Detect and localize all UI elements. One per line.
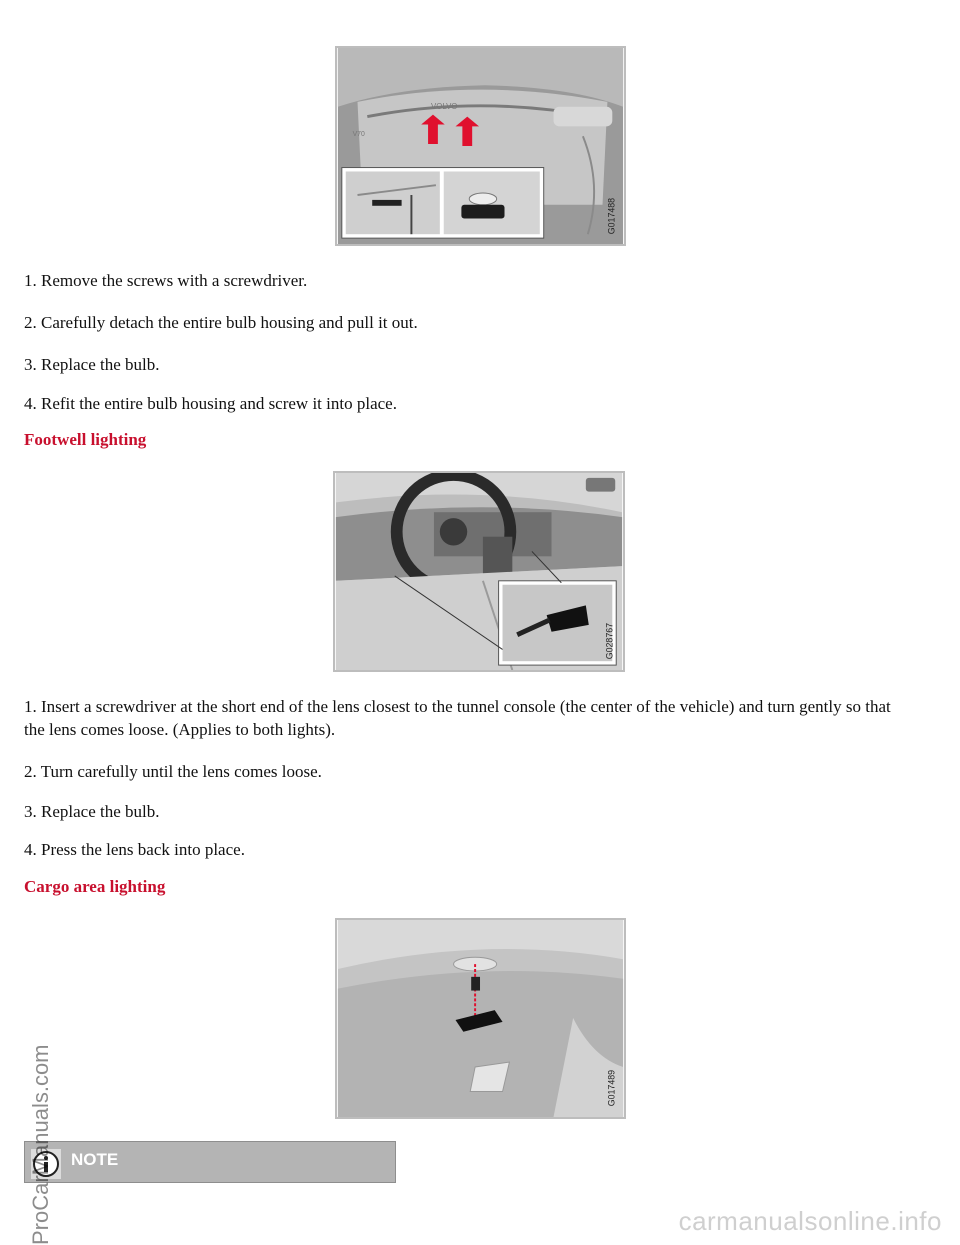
step-text: 1. Insert a screwdriver at the short end of the lens closest to the tunnel console (the center of the vehicle) and turn gently so that the lens comes loose. (Applies to both lights). (24, 697, 891, 739)
figure-code: G017488 (606, 197, 617, 235)
figure-code: G017489 (606, 1069, 617, 1107)
note-box (24, 1141, 396, 1183)
bottom-watermark: carmanualsonline.info (678, 1206, 942, 1236)
tailgate-figure (335, 46, 626, 246)
svg-text:VOLVO: VOLVO (431, 101, 458, 111)
step-text: 4. Press the lens back into place. (24, 840, 245, 859)
step-text: 1. Remove the screws with a screwdriver. (24, 271, 308, 290)
figure-code: G028767 (604, 622, 615, 660)
section-heading-footwell: Footwell lighting (24, 430, 147, 449)
side-watermark: ProCarManuals.com (28, 1044, 53, 1245)
svg-text:V70: V70 (352, 131, 365, 139)
cargo-figure (335, 918, 626, 1119)
step-text: 2. Carefully detach the entire bulb housing and pull it out. (24, 313, 418, 332)
step-text: 3. Replace the bulb. (24, 355, 160, 374)
step-text: 2. Turn carefully until the lens comes loose. (24, 762, 322, 781)
step-text: 3. Replace the bulb. (24, 802, 160, 821)
cargo-illustration (337, 920, 624, 1117)
footwell-illustration (335, 473, 623, 670)
footwell-figure (333, 471, 625, 672)
step-text: 4. Refit the entire bulb housing and screw it into place. (24, 394, 397, 413)
tailgate-illustration (337, 48, 624, 244)
section-heading-cargo: Cargo area lighting (24, 877, 166, 896)
note-label: NOTE (71, 1150, 119, 1169)
